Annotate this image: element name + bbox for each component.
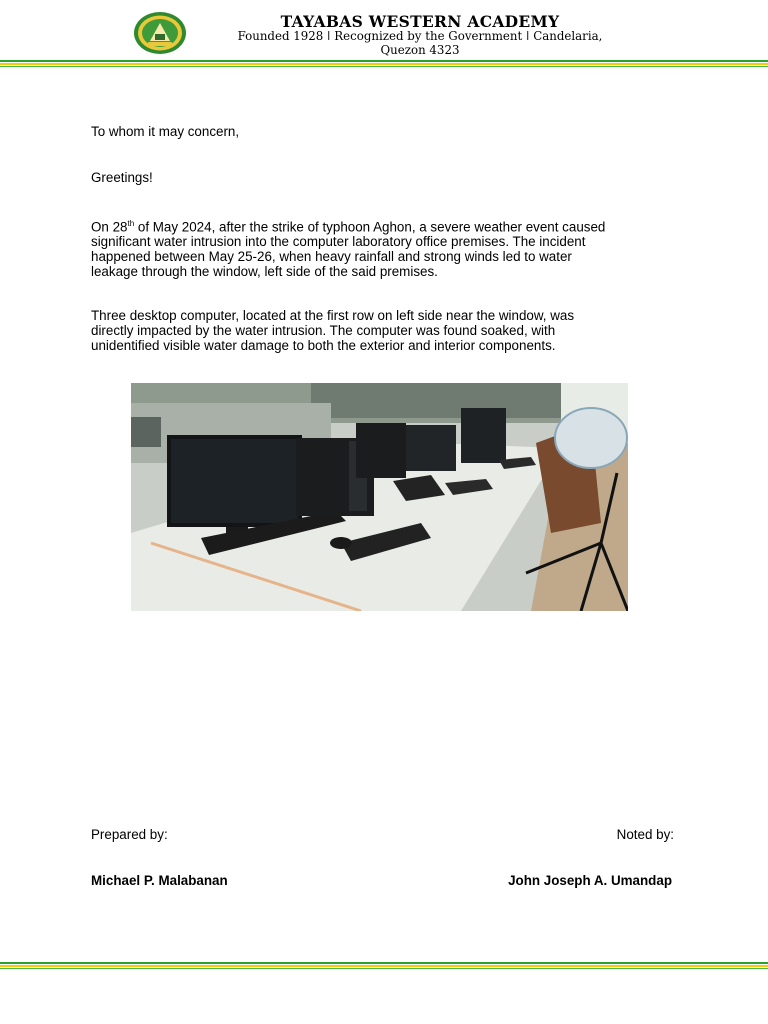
noted-by-label: Noted by: (616, 827, 674, 842)
paragraph-incident (91, 216, 681, 279)
noted-by-name: John Joseph A. Umandap (508, 873, 672, 888)
paragraph-line: leakage through the window, left side of the said premises. (91, 264, 438, 280)
salutation: To whom it may concern, (91, 124, 240, 139)
paragraph-line: significant water intrusion into the computer laboratory office premises. The incident (91, 234, 586, 250)
header-divider (0, 60, 768, 67)
greeting: Greetings! (91, 170, 153, 185)
paragraph-line: happened between May 25-26, when heavy rainfall and strong winds led to water (91, 249, 572, 265)
footer-divider (0, 962, 768, 969)
school-name: TAYABAS WESTERN ACADEMY (280, 12, 560, 31)
paragraph-line: directly impacted by the water intrusion. The computer was found soaked, with (91, 323, 556, 338)
computer-lab-photo (131, 383, 628, 611)
paragraph-line: On 28th of May 2024, after the strike of typhoon Aghon, a severe weather event caused (91, 219, 606, 235)
paragraph-line: unidentified visible water damage to both the exterior and interior components. (91, 338, 556, 353)
paragraph-damage (91, 308, 681, 353)
prepared-by-name: Michael P. Malabanan (91, 873, 228, 888)
subtitle-line-2: Quezon 4323 (380, 42, 460, 57)
school-seal-icon (133, 11, 187, 55)
school-subtitle (200, 30, 640, 57)
paragraph-line: Three desktop computer, located at the first row on left side near the window, was (91, 308, 575, 323)
ordinal-suffix: th (127, 219, 135, 228)
prepared-by-label: Prepared by: (91, 827, 168, 842)
subtitle-line-1: Founded 1928 ǀ Recognized by the Government ǀ Candelaria, (237, 29, 603, 43)
